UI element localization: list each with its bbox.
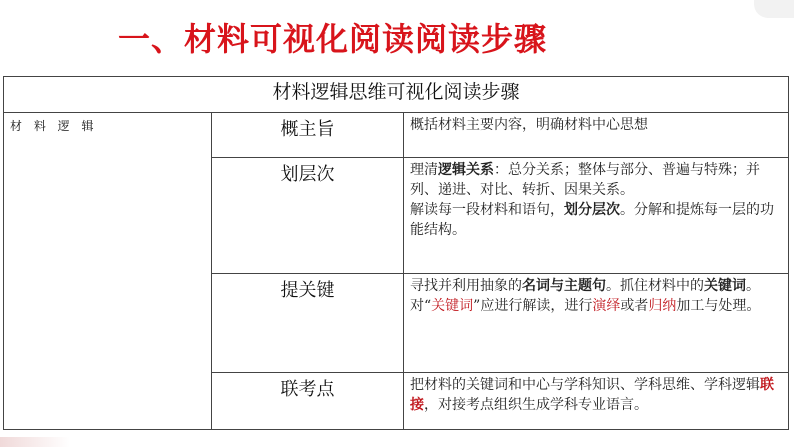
description-text: 。分解和提炼每一层的功能结构。 (410, 202, 774, 238)
description-text: ：总分关系；整体与部分、普遍与特殊；并列、递进、对比、转折、因果关系。 (410, 162, 760, 198)
step-label: 联考点 (212, 373, 404, 430)
description-text: 关键词 (431, 298, 474, 314)
description-text: 加工与处理。 (676, 298, 761, 314)
description-text: 。抓住材料中的 (606, 278, 704, 294)
description-text: 联接 (410, 377, 774, 413)
page-title: 一、材料可视化阅读阅读步骤 (118, 20, 548, 58)
left-category-label: 材 料 逻 辑 (4, 113, 212, 430)
description-text: 概括材料主要内容，明确材料中心思想 (410, 117, 648, 133)
description-text: ”应进行解读，进行 (473, 298, 593, 314)
step-label: 提关键 (212, 274, 404, 373)
step-description (404, 113, 789, 158)
step-description (404, 158, 789, 274)
step-description (404, 373, 789, 430)
description-text: 归纳 (648, 298, 677, 314)
step-description (404, 274, 789, 373)
description-text: 划分层次 (564, 202, 620, 218)
description-text: 寻找并利用抽象的 (410, 278, 522, 294)
table-header: 材料逻辑思维可视化阅读步骤 (4, 77, 789, 113)
description-text: 逻辑关系 (438, 162, 494, 178)
description-text: 名词与主题句 (522, 278, 606, 294)
bottom-decoration (0, 437, 70, 447)
description-text: 解读每一段材料和语句， (410, 202, 564, 218)
corner-decoration (754, 0, 794, 18)
description-text: 把材料的关键词和中心与学科知识、学科思维、学科逻辑 (410, 377, 760, 393)
table-header-row (4, 77, 789, 113)
description-text: 关键词 (704, 278, 746, 294)
description-text: 理清 (410, 162, 438, 178)
description-text: 或者 (620, 298, 649, 314)
reading-steps-table (3, 76, 789, 430)
description-text: ，对接考点组织生成学科专业语言。 (424, 397, 648, 413)
description-text: 演绎 (592, 298, 621, 314)
description-text: 。对“ (410, 278, 760, 314)
table-row (4, 113, 789, 158)
step-label: 概主旨 (212, 113, 404, 158)
step-label: 划层次 (212, 158, 404, 274)
